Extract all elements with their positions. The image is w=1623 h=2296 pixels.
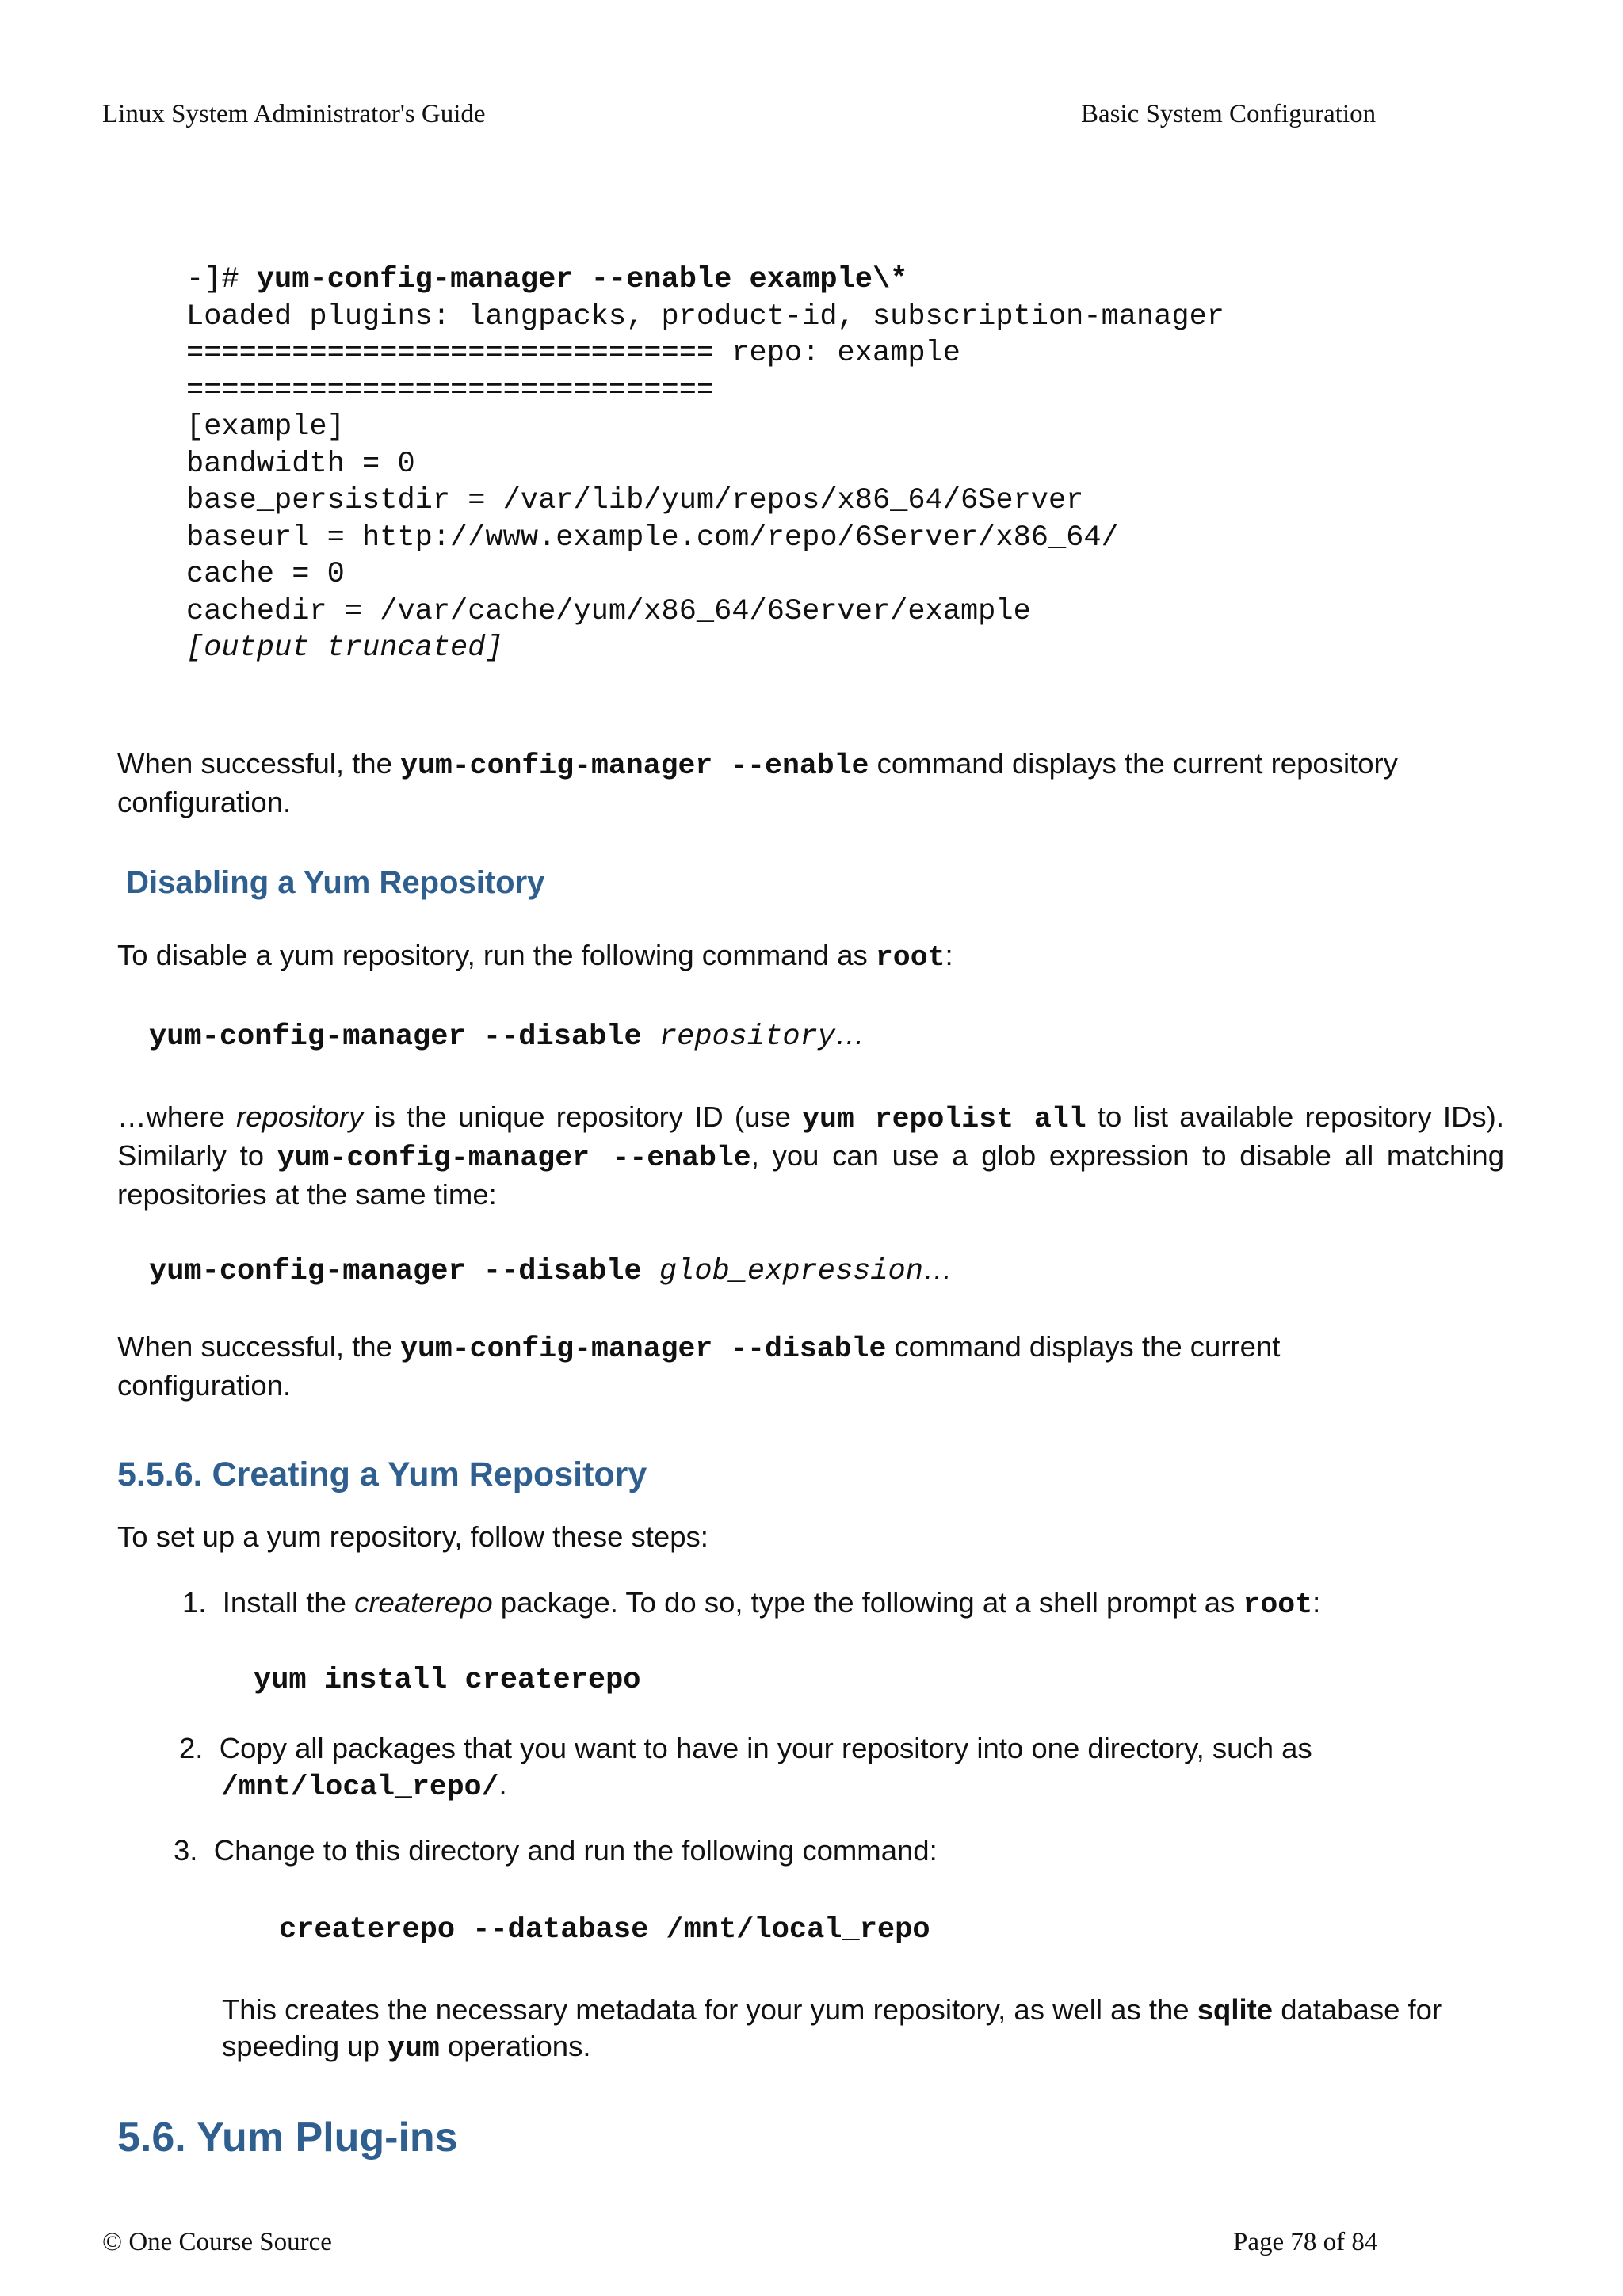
list-item-step-1: 1. Install the createrepo package. To do so, type the following at a shell prompt as root: — [182, 1586, 1321, 1621]
code-line: Loaded plugins: langpacks, product-id, subscription-manager — [186, 299, 1225, 334]
code-prompt: -]# — [186, 263, 257, 296]
paragraph-disable-success: When successful, the yum-config-manager --disable command displays the current configuration. — [117, 1330, 1281, 1402]
code-truncated-note: [output truncated] — [186, 631, 503, 665]
command-argument: glob_expression — [659, 1255, 923, 1288]
inline-command: yum-config-manager --disable — [400, 1333, 887, 1365]
code-command-line — [186, 261, 1224, 299]
paragraph-enable-success: When successful, the yum-config-manager --enable command displays the current repository configuration. — [117, 747, 1398, 818]
code-line: baseurl = http://www.example.com/repo/6Server/x86_64/ — [186, 521, 1119, 555]
command-argument: repository — [659, 1020, 835, 1054]
paragraph-setup: To set up a yum repository, follow these steps: — [117, 1520, 708, 1553]
list-number: 3. — [174, 1834, 198, 1867]
list-item-step-3: 3. Change to this directory and run the following command: — [174, 1834, 938, 1867]
code-line: ============================== repo: example — [186, 337, 960, 370]
code-line: ============================== — [186, 373, 715, 407]
command-yum-install: yum install createrepo — [254, 1664, 641, 1697]
list-number: 1. — [182, 1586, 207, 1619]
inline-command: yum repolist all — [802, 1103, 1086, 1135]
code-line: [example] — [186, 410, 345, 444]
inline-root: root — [875, 941, 945, 974]
section-heading-creating: 5.5.6. Creating a Yum Repository — [117, 1455, 647, 1493]
inline-sqlite: sqlite — [1197, 1993, 1274, 2026]
code-command: yum-config-manager --enable example\* — [256, 263, 908, 296]
paragraph-step-3-note: This creates the necessary metadata for your yum repository, as well as the sqlite database for speeding up yum operations. — [222, 1993, 1442, 2065]
paragraph-disable-intro: To disable a yum repository, run the following command as root: — [117, 939, 953, 974]
code-block — [186, 261, 1224, 667]
list-number: 2. — [179, 1732, 204, 1764]
inline-path: /mnt/local_repo/ — [221, 1771, 499, 1803]
running-footer-left: © One Course Source — [102, 2228, 332, 2256]
paragraph-where — [117, 1099, 1504, 1213]
running-header-right: Basic System Configuration — [1081, 100, 1377, 128]
command-disable-glob: yum-config-manager --disable glob_expression… — [149, 1253, 953, 1288]
code-line: bandwidth = 0 — [186, 447, 415, 481]
page-number: Page 78 of 84 — [1233, 2228, 1378, 2256]
section-heading-disabling: Disabling a Yum Repository — [117, 865, 545, 900]
code-line: base_persistdir = /var/lib/yum/repos/x86_64/6Server — [186, 484, 1084, 517]
command-disable-repository: yum-config-manager --disable repository… — [149, 1018, 865, 1054]
inline-command: yum-config-manager --enable — [400, 749, 869, 782]
list-item-step-2: 2. Copy all packages that you want to have in your repository into one directory, such as /mnt/local_repo/. — [179, 1732, 1312, 1803]
section-heading-plugins: 5.6. Yum Plug-ins — [117, 2115, 458, 2161]
paragraph-line: repositories at the same time: — [117, 1178, 497, 1211]
running-header-left: Linux System Administrator's Guide — [102, 100, 486, 128]
command-createrepo: createrepo --database /mnt/local_repo — [279, 1913, 930, 1947]
inline-command: yum-config-manager --enable — [277, 1142, 751, 1174]
code-line: cache = 0 — [186, 558, 345, 591]
inline-root: root — [1243, 1589, 1313, 1621]
code-line: cachedir = /var/cache/yum/x86_64/6Server/example — [186, 594, 1031, 628]
paragraph-line: Similarly to yum-config-manager --enable, you can use a glob expression to disable all matching — [117, 1139, 1504, 1174]
paragraph-line: …where repository is the unique repository ID (use yum repolist all to list available repository IDs). — [117, 1100, 1504, 1135]
inline-command: yum — [388, 2032, 440, 2065]
